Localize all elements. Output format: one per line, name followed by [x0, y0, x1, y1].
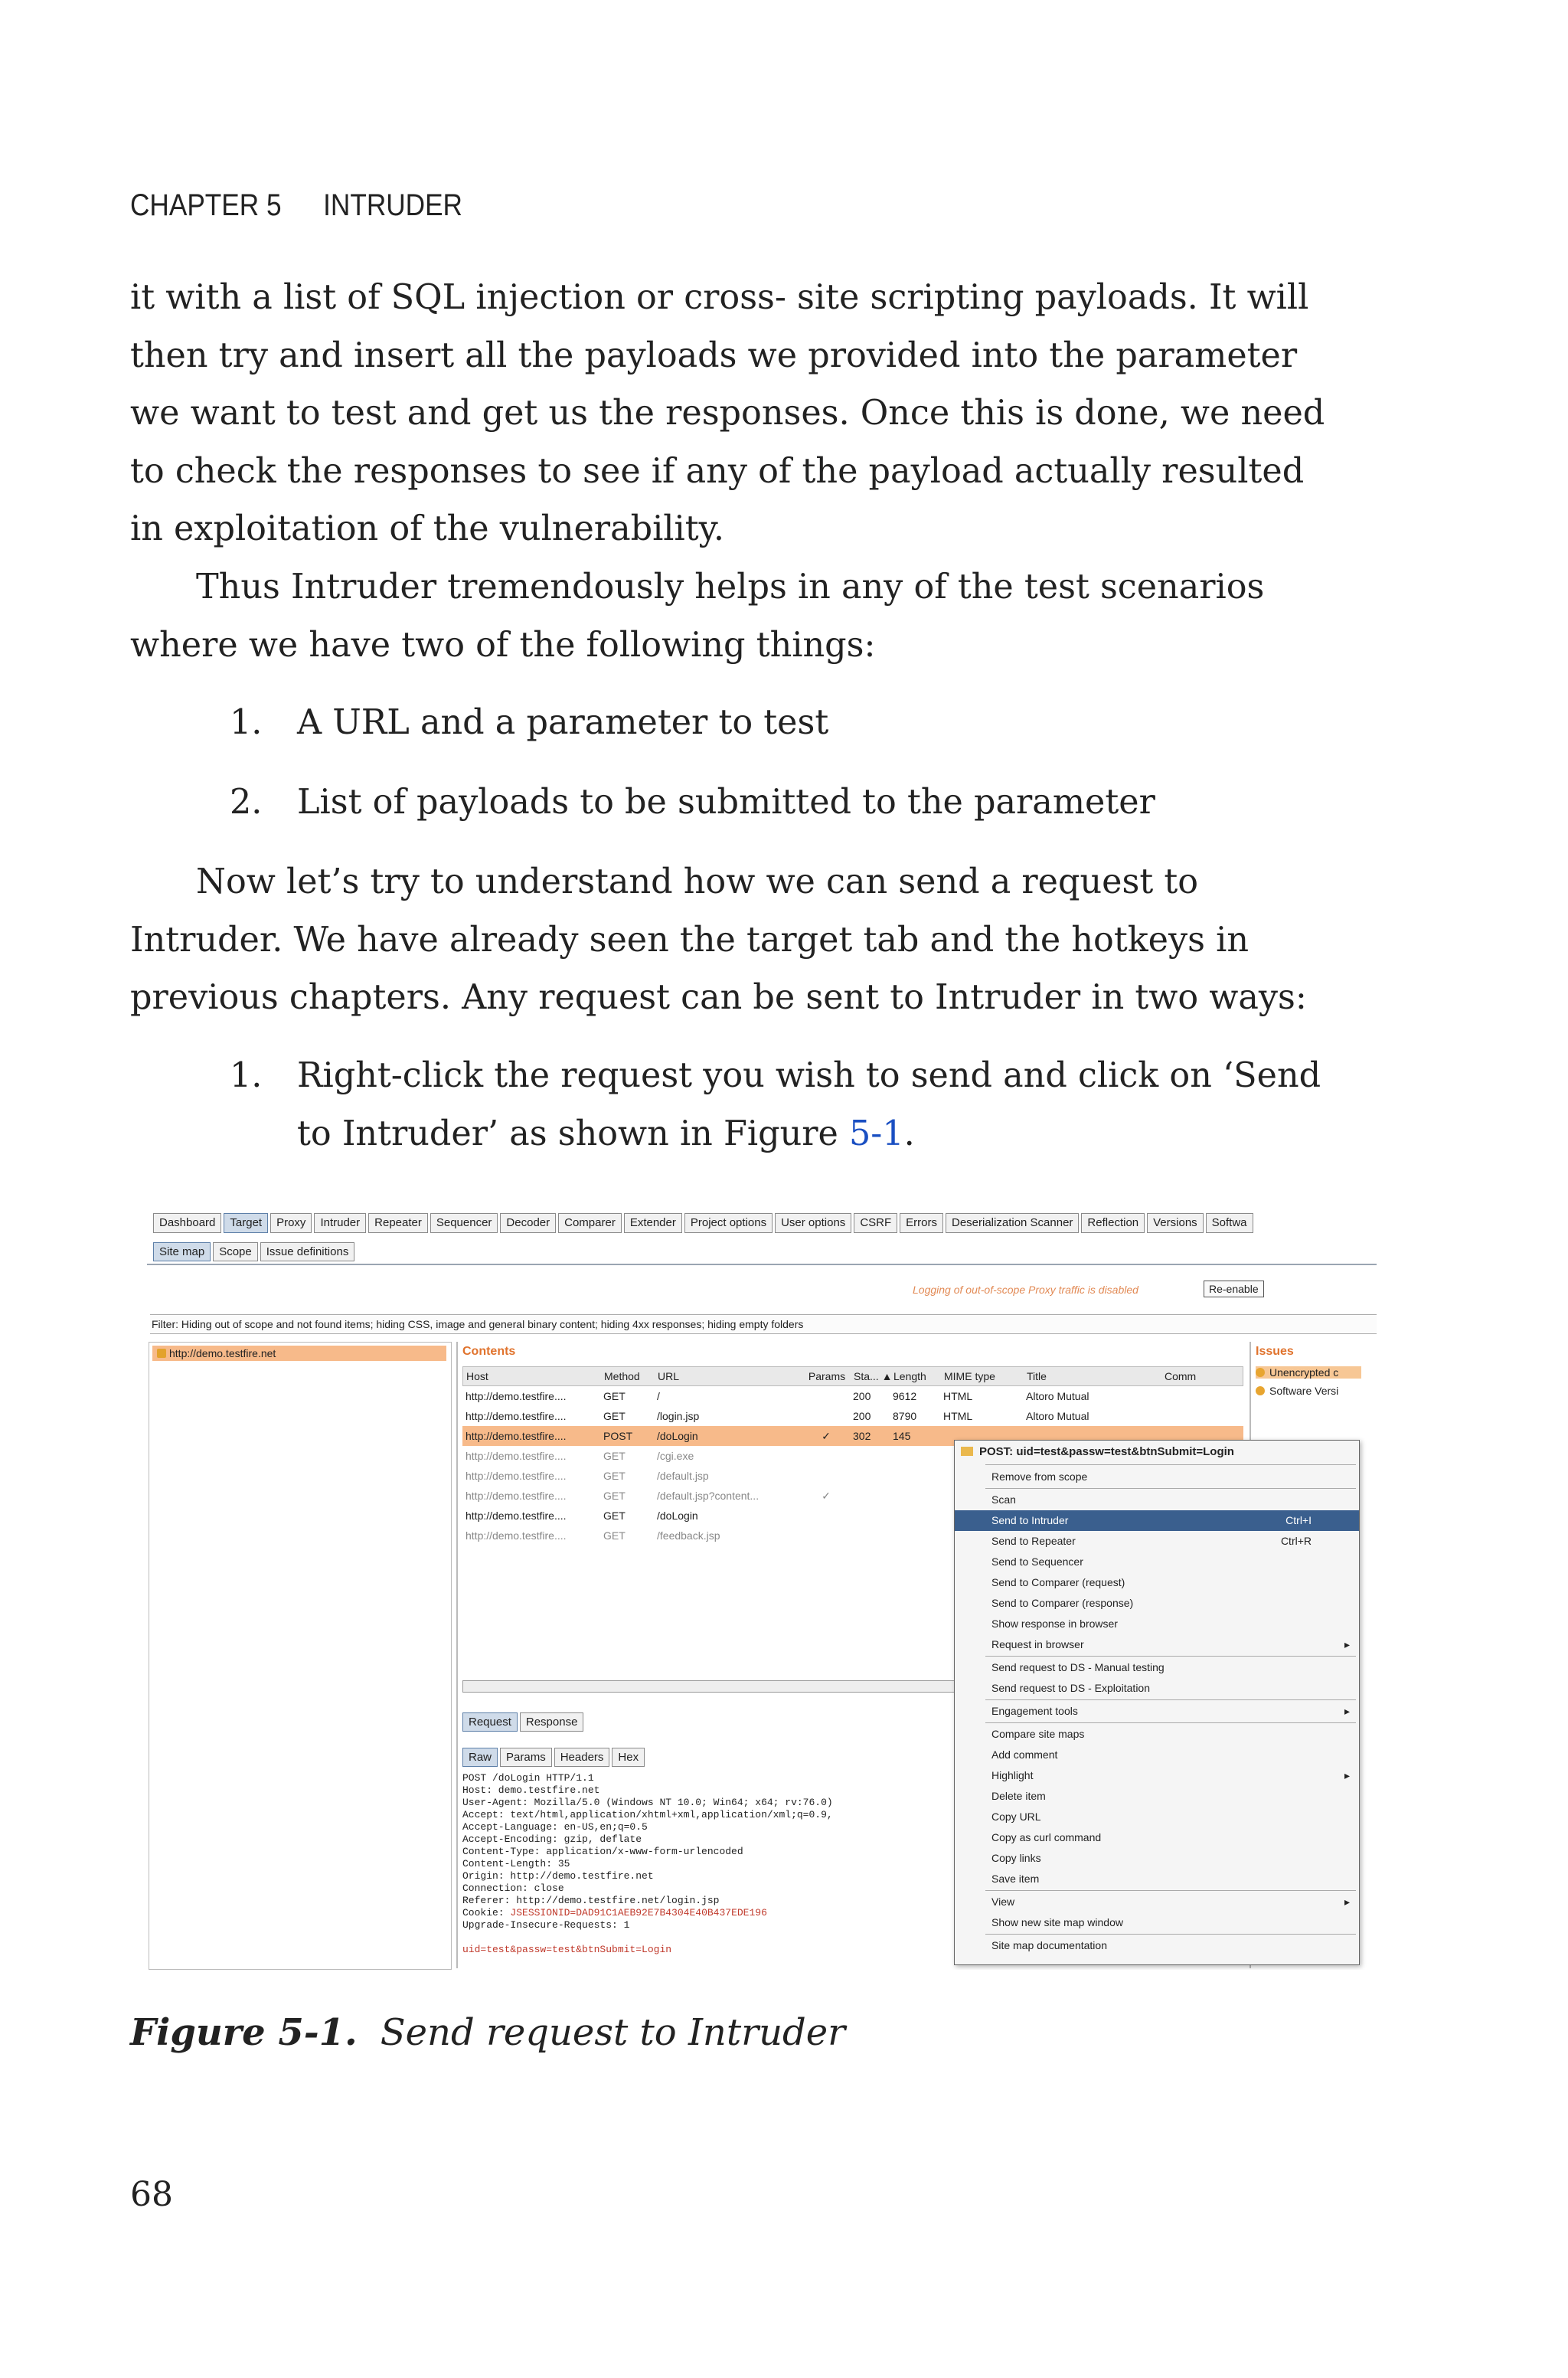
tab-reflection[interactable]: Reflection: [1081, 1213, 1145, 1233]
request-line: Accept-Encoding: gzip, deflate: [462, 1833, 642, 1845]
menu-label: Copy URL: [991, 1810, 1041, 1823]
menu-separator: [985, 1699, 1356, 1700]
cell-method: GET: [603, 1470, 626, 1482]
request-body: uid=test&passw=test&btnSubmit=Login: [462, 1944, 672, 1955]
menu-send-to-ds-manual[interactable]: [955, 1657, 1359, 1678]
menu-show-new-site-map-window[interactable]: [955, 1912, 1359, 1933]
paragraph-1: it with a list of SQL injection or cross- site scripting payloads. It will then try and insert all the payloads we provided into the parameter we want to test and get us the responses. Once this is done, we need to check the responses to see if any of the payload actually resulted in exploitation of the vulnerability.: [130, 278, 1325, 548]
menu-separator: [985, 1464, 1356, 1465]
tab-comparer[interactable]: Comparer: [558, 1213, 622, 1233]
tab-issue-definitions[interactable]: Issue definitions: [260, 1242, 355, 1261]
menu-label: Show response in browser: [991, 1617, 1118, 1630]
menu-label: Show new site map window: [991, 1916, 1123, 1928]
col-length[interactable]: Length: [893, 1370, 926, 1382]
submenu-arrow-icon: ▸: [1344, 1705, 1350, 1717]
request-line: User-Agent: Mozilla/5.0 (Windows NT 10.0; Win64; x64; rv:76.0): [462, 1797, 833, 1808]
col-url[interactable]: URL: [658, 1370, 680, 1382]
col-mime[interactable]: MIME type: [944, 1370, 995, 1382]
page-number: 68: [130, 2175, 173, 2214]
tree-item[interactable]: [152, 1346, 446, 1361]
request-line: Origin: http://demo.testfire.net: [462, 1870, 654, 1882]
cell-url: /doLogin: [657, 1430, 698, 1442]
tab-headers[interactable]: Headers: [554, 1748, 610, 1767]
context-menu-header: [955, 1441, 1359, 1464]
cell-host: http://demo.testfire....: [466, 1490, 567, 1502]
request-tab-bar: [462, 1712, 586, 1732]
cell-url: /feedback.jsp: [657, 1529, 720, 1542]
tree-item-label: http://demo.testfire.net: [169, 1347, 276, 1359]
col-host[interactable]: Host: [466, 1370, 488, 1382]
menu-label: Copy as curl command: [991, 1831, 1102, 1843]
menu-label: View: [991, 1896, 1015, 1908]
menu-compare-site-maps[interactable]: [955, 1724, 1359, 1745]
cell-method: GET: [603, 1529, 626, 1542]
list-number: 2.: [230, 783, 263, 822]
menu-send-to-sequencer[interactable]: [955, 1552, 1359, 1572]
issue-label: Unencrypted c: [1269, 1366, 1339, 1379]
tab-scope[interactable]: Scope: [213, 1242, 258, 1261]
figure-caption-text: Send request to Intruder: [380, 2011, 846, 2054]
lock-icon: [157, 1349, 166, 1358]
col-method[interactable]: Method: [604, 1370, 640, 1382]
cell-mime: HTML: [943, 1390, 973, 1402]
menu-copy-as-curl[interactable]: [955, 1827, 1359, 1848]
tab-versions[interactable]: Versions: [1147, 1213, 1204, 1233]
menu-label: Send to Repeater: [991, 1535, 1076, 1547]
menu-label: Engagement tools: [991, 1705, 1078, 1717]
menu-delete-item[interactable]: [955, 1786, 1359, 1807]
table-row[interactable]: [462, 1406, 1243, 1426]
menu-shortcut: Ctrl+I: [1285, 1514, 1312, 1526]
menu-label: Delete item: [991, 1790, 1046, 1802]
tab-dashboard[interactable]: Dashboard: [153, 1213, 221, 1233]
cell-host: http://demo.testfire....: [466, 1529, 567, 1542]
list-text-after: .: [903, 1114, 915, 1153]
cell-length: 9612: [893, 1390, 917, 1402]
cell-method: GET: [603, 1450, 626, 1462]
menu-save-item[interactable]: [955, 1869, 1359, 1889]
tab-intruder[interactable]: Intruder: [314, 1213, 366, 1233]
menu-separator: [985, 1656, 1356, 1657]
col-status[interactable]: Sta... ▲: [854, 1370, 893, 1382]
menu-send-to-comparer-request[interactable]: [955, 1572, 1359, 1593]
warning-icon: [1256, 1368, 1265, 1377]
list-text: [297, 1047, 1354, 1163]
menu-label: Add comment: [991, 1748, 1058, 1761]
cell-method: GET: [603, 1510, 626, 1522]
request-line: POST /doLogin HTTP/1.1: [462, 1772, 594, 1784]
cell-title: Altoro Mutual: [1026, 1410, 1089, 1422]
cell-status: 302: [853, 1430, 871, 1442]
cell-status: 200: [853, 1390, 871, 1402]
menu-remove-from-scope[interactable]: [955, 1467, 1359, 1487]
raw-request[interactable]: [462, 1772, 998, 1956]
menu-add-comment[interactable]: [955, 1745, 1359, 1765]
section-label: INTRUDER: [323, 188, 462, 222]
cell-url: /cgi.exe: [657, 1450, 694, 1462]
menu-label: Send to Comparer (response): [991, 1597, 1134, 1609]
chapter-label: CHAPTER 5: [130, 188, 282, 222]
raw-tab-bar: [462, 1748, 647, 1767]
cell-status: 200: [853, 1410, 871, 1422]
cell-method: GET: [603, 1410, 626, 1422]
menu-label: Scan: [991, 1493, 1016, 1506]
tab-errors[interactable]: Errors: [900, 1213, 943, 1233]
request-line: Accept-Language: en-US,en;q=0.5: [462, 1821, 648, 1833]
col-params[interactable]: Params: [808, 1370, 846, 1382]
list-text-before: Right-click the request you wish to send and click on ‘Send to Intruder’ as shown in Figure: [297, 1056, 1321, 1153]
menu-request-in-browser[interactable]: [955, 1634, 1359, 1655]
tab-response[interactable]: Response: [520, 1712, 584, 1732]
list-text: A URL and a parameter to test: [297, 703, 829, 742]
menu-send-to-ds-exploitation[interactable]: [955, 1678, 1359, 1699]
menu-copy-url[interactable]: [955, 1807, 1359, 1827]
menu-label: Compare site maps: [991, 1728, 1085, 1740]
submenu-arrow-icon: ▸: [1344, 1896, 1350, 1908]
contents-title: Contents: [462, 1345, 516, 1358]
tab-extender[interactable]: Extender: [624, 1213, 682, 1233]
cell-url: /login.jsp: [657, 1410, 700, 1422]
table-header: [462, 1366, 1243, 1386]
submenu-arrow-icon: ▸: [1344, 1769, 1350, 1781]
issue-item[interactable]: [1256, 1366, 1361, 1379]
tab-deserialization-scanner[interactable]: Deserialization Scanner: [946, 1213, 1079, 1233]
figure-label: Figure 5-1.: [130, 2011, 358, 2054]
tab-site-map[interactable]: Site map: [153, 1242, 211, 1261]
request-line: Connection: close: [462, 1882, 564, 1894]
cell-mime: HTML: [943, 1410, 973, 1422]
menu-site-map-documentation[interactable]: [955, 1935, 1359, 1956]
menu-send-to-intruder[interactable]: [955, 1510, 1359, 1531]
cell-params: ✓: [822, 1429, 831, 1442]
cell-method: POST: [603, 1430, 633, 1442]
cell-host: http://demo.testfire....: [466, 1410, 567, 1422]
tab-target[interactable]: Target: [224, 1213, 268, 1233]
cell-title: Altoro Mutual: [1026, 1390, 1089, 1402]
menu-label: Remove from scope: [991, 1470, 1088, 1483]
tab-software[interactable]: Softwa: [1206, 1213, 1253, 1233]
menu-label: Copy links: [991, 1852, 1041, 1864]
menu-separator: [985, 1890, 1356, 1891]
warning-icon: [1256, 1386, 1265, 1395]
list-text: List of payloads to be submitted to the parameter: [297, 783, 1155, 822]
site-tree: [149, 1342, 452, 1970]
menu-label: Save item: [991, 1873, 1040, 1885]
menu-label: Send to Intruder: [991, 1514, 1069, 1526]
tab-proxy[interactable]: Proxy: [270, 1213, 312, 1233]
tab-params[interactable]: Params: [500, 1748, 552, 1767]
request-line: Upgrade-Insecure-Requests: 1: [462, 1919, 630, 1931]
context-menu-title: POST: uid=test&passw=test&btnSubmit=Login: [979, 1445, 1234, 1458]
cell-method: GET: [603, 1390, 626, 1402]
tab-hex[interactable]: Hex: [612, 1748, 645, 1767]
cookie-label: Cookie:: [462, 1907, 511, 1918]
cell-host: http://demo.testfire....: [466, 1510, 567, 1522]
menu-shortcut: Ctrl+R: [1280, 1535, 1312, 1547]
request-line: Content-Type: application/x-www-form-urlencoded: [462, 1846, 743, 1857]
menu-send-to-repeater[interactable]: [955, 1531, 1359, 1552]
figure-link[interactable]: 5-1: [849, 1114, 904, 1153]
cell-url: /default.jsp: [657, 1470, 709, 1482]
logging-notice: Logging of out-of-scope Proxy traffic is disabled: [913, 1284, 1138, 1296]
list-number: 1.: [230, 1056, 263, 1095]
menu-send-to-comparer-response[interactable]: [955, 1593, 1359, 1614]
col-title[interactable]: Title: [1027, 1370, 1047, 1382]
tab-repeater[interactable]: Repeater: [368, 1213, 428, 1233]
request-line: Accept: text/html,application/xhtml+xml,application/xml;q=0.9,: [462, 1809, 833, 1820]
cell-host: http://demo.testfire....: [466, 1470, 567, 1482]
menu-copy-links[interactable]: [955, 1848, 1359, 1869]
re-enable-button[interactable]: Re-enable: [1204, 1281, 1264, 1297]
menu-label: Send to Comparer (request): [991, 1576, 1125, 1588]
tab-decoder[interactable]: Decoder: [500, 1213, 556, 1233]
cell-host: http://demo.testfire....: [466, 1450, 567, 1462]
menu-separator: [985, 1722, 1356, 1723]
submenu-arrow-icon: ▸: [1344, 1638, 1350, 1650]
cell-length: 8790: [893, 1410, 917, 1422]
envelope-icon: [961, 1447, 973, 1456]
cell-url: /: [657, 1390, 660, 1402]
menu-label: Send request to DS - Manual testing: [991, 1661, 1165, 1673]
running-head: [130, 188, 462, 223]
menu-highlight[interactable]: [955, 1765, 1359, 1786]
tab-csrf[interactable]: CSRF: [854, 1213, 897, 1233]
issue-label: Software Versi: [1269, 1385, 1339, 1397]
tab-user-options[interactable]: User options: [775, 1213, 851, 1233]
tab-project-options[interactable]: Project options: [684, 1213, 773, 1233]
divider: [147, 1264, 1377, 1265]
figure-caption: [130, 2011, 845, 2054]
cell-host: http://demo.testfire....: [466, 1390, 567, 1402]
request-line: Referer: http://demo.testfire.net/login.jsp: [462, 1895, 720, 1906]
menu-separator: [985, 1488, 1356, 1489]
menu-scan[interactable]: [955, 1490, 1359, 1510]
tab-sequencer[interactable]: Sequencer: [430, 1213, 498, 1233]
issue-item[interactable]: [1256, 1385, 1338, 1397]
context-menu: [954, 1440, 1360, 1965]
cell-length: 145: [893, 1430, 911, 1442]
menu-label: Request in browser: [991, 1638, 1084, 1650]
menu-view[interactable]: [955, 1892, 1359, 1912]
menu-label: Send to Sequencer: [991, 1555, 1083, 1568]
menu-label: Send request to DS - Exploitation: [991, 1682, 1151, 1694]
cell-params: ✓: [822, 1489, 831, 1502]
request-line: Host: demo.testfire.net: [462, 1784, 600, 1796]
burp-screenshot: [147, 1207, 1377, 1970]
cell-method: GET: [603, 1490, 626, 1502]
menu-show-response-in-browser[interactable]: [955, 1614, 1359, 1634]
tab-raw[interactable]: Raw: [462, 1748, 498, 1767]
cookie-value: JSESSIONID=DAD91C1AEB92E7B4304E40B437EDE196: [510, 1907, 767, 1918]
sub-tab-bar: [153, 1242, 357, 1261]
col-comment[interactable]: Comm: [1165, 1370, 1197, 1382]
paragraph-3: Now let’s try to understand how we can send a request to Intruder. We have already seen the target tab and the hotkeys in previous chapters. Any request can be sent to Intruder in two ways:: [130, 862, 1307, 1017]
main-tab-bar: [153, 1213, 1256, 1233]
cookie-line: [462, 1907, 998, 1919]
table-row[interactable]: [462, 1386, 1243, 1406]
request-line: Content-Length: 35: [462, 1858, 570, 1869]
filter-bar[interactable]: Filter: Hiding out of scope and not found items; hiding CSS, image and general binary content; hiding 4xx responses; hiding empty folders: [150, 1314, 1377, 1334]
tab-request[interactable]: Request: [462, 1712, 518, 1732]
issues-title: Issues: [1256, 1345, 1294, 1358]
menu-separator: [985, 1934, 1356, 1935]
paragraph-2: Thus Intruder tremendously helps in any of the test scenarios where we have two of the following things:: [130, 568, 1265, 665]
cell-url: /default.jsp?content...: [657, 1490, 760, 1502]
cell-url: /doLogin: [657, 1510, 698, 1522]
list-number: 1.: [230, 703, 263, 742]
menu-engagement-tools[interactable]: [955, 1701, 1359, 1722]
cell-host: http://demo.testfire....: [466, 1430, 567, 1442]
menu-label: Site map documentation: [991, 1939, 1107, 1951]
menu-label: Highlight: [991, 1769, 1034, 1781]
